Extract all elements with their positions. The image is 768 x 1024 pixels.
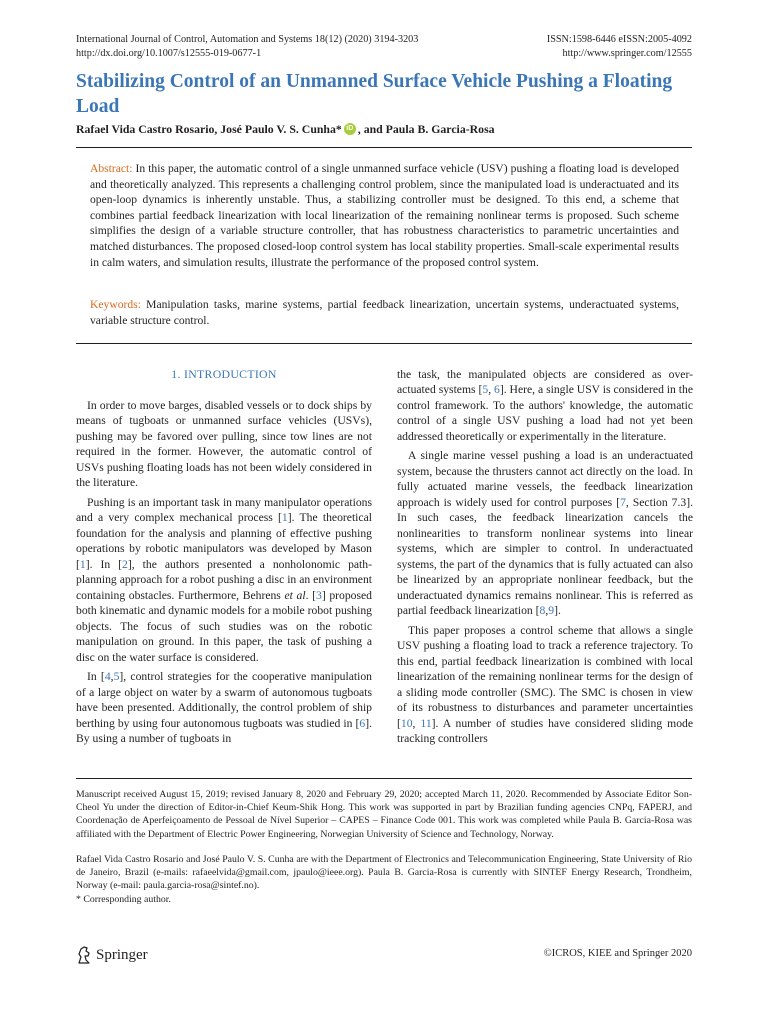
divider-footnotes [76, 778, 692, 779]
section-heading: 1. INTRODUCTION [171, 367, 277, 381]
text-run: ], control strategies for the cooperative manipulation of a large object on water by a swarm of autonomous tugboats have been presented. Additionally, the control problem of ship berthing by using four autonomous tugboats was studied in [ [76, 670, 372, 730]
text-run: ]. Here, a single USV is considered in the control framework. To the authors' knowledge, the automatic control of a single USV pushing a load had not yet been addressed theoretically or experimentally in the literature. [397, 383, 693, 443]
body-paragraph [397, 367, 693, 444]
affiliation-footnote [76, 853, 692, 906]
divider-abstract [76, 343, 692, 344]
text-run: , [110, 670, 114, 684]
citation-link[interactable]: 6 [494, 383, 500, 397]
issn-text: ISSN:1598-6446 eISSN:2005-4092 [546, 34, 692, 45]
text-run: ]. By using a number of tugboats in [76, 716, 372, 746]
right-column [397, 367, 693, 747]
text-run: . [ [305, 588, 316, 602]
journal-citation: International Journal of Control, Automation and Systems 18(12) (2020) 3194-3203 [76, 34, 419, 45]
text-run: In order to move barges, disabled vessels or to dock ships by means of tugboats or unmanned surface vehicles (USVs), pushing may be favored over pulling, since tow lines are not required in the former. However, the automatic control of USVs pushing floating loads has not been widely considered in the literature. [76, 399, 372, 490]
abstract-label: Abstract: [90, 162, 133, 175]
publisher-name: Springer [96, 946, 148, 963]
citation-link[interactable]: 5 [113, 670, 120, 684]
text-run: , [488, 383, 495, 397]
citation-link[interactable]: 6 [359, 716, 366, 730]
citation-link[interactable]: 4 [104, 670, 111, 684]
paper-title: Stabilizing Control of an Unmanned Surface Vehicle Pushing a Floating Load [76, 71, 673, 117]
text-run: , [412, 716, 421, 730]
text-run: , Section 7.3]. In such cases, the feedback linearization cancels the nonlinearities to transform nonlinear systems into linear systems, which are simpler to control. In underactuated systems, the part of the dynamics that is fully actuated can also be linearized by an appropriate nonlinear feedback, but the underactuated dynamics remains nonlinear. This is referred as partial feedback linearization [ [397, 495, 693, 618]
corresponding-author-note: * Corresponding author. [76, 893, 171, 905]
citation-link[interactable]: 7 [620, 495, 626, 509]
citation-link[interactable]: 9 [548, 604, 555, 618]
text-run: In [ [87, 670, 105, 684]
journal-url-link[interactable]: http://www.springer.com/12555 [562, 47, 692, 59]
text-run: ]. A number of studies have considered sliding mode tracking controllers [397, 716, 693, 746]
doi-link[interactable]: http://dx.doi.org/10.1007/s12555-019-0677-1 [76, 47, 262, 59]
citation-link[interactable]: 1 [281, 511, 288, 525]
springer-horse-icon [76, 946, 92, 964]
text-run: , [545, 604, 549, 618]
body-paragraph [76, 495, 372, 665]
text-run: A single marine vessel pushing a load is an underactuated system, because the thrusters cannot act directly on the load. In fully actuated marine vessels, the feedback linearization approach is widely used for control purposes [ [397, 449, 693, 509]
text-run: ], the authors presented a nonholonomic path-planning approach for a robot pushing a disc in an environment containing obstacles. Furthermore, Behrens [76, 557, 372, 602]
keywords-text: Manipulation tasks, marine systems, partial feedback linearization, uncertain systems, underactuated systems, variable structure control. [90, 298, 679, 327]
text-run: Pushing is an important task in many manipulator operations and a very complex mechanical process [ [76, 495, 372, 525]
orcid-icon[interactable]: iD [344, 123, 356, 135]
citation-link[interactable]: 5 [482, 383, 489, 397]
author-list [76, 122, 495, 137]
citation-link[interactable]: 11 [420, 716, 432, 730]
keywords-label: Keywords: [90, 298, 141, 311]
abstract-text: In this paper, the automatic control of a single unmanned surface vehicle (USV) pushing a floating load is developed and theoretically analyzed. This represents a challenging control problem, since the manipulated load is underactuated and its open-loop dynamics is inherently unstable. Thus, a stabilizing controller must be designed. To this end, a scheme that combines partial feedback linearization with local linearization of the remaining nonlinear terms is proposed. Such scheme simplifies the design of a variable structure controller, that has robustness characteristics to parametric uncertainties and matched disturbances. The proposed closed-loop control system has local stability properties. Small-scale experimental results in calm waters, and simulation results, illustrate the performance of the proposed control system. [90, 162, 679, 269]
divider-top [76, 147, 692, 148]
authors-part1: Rafael Vida Castro Rosario, José Paulo V. S. Cunha* [76, 122, 342, 136]
body-paragraph [397, 448, 693, 618]
body-paragraph [397, 623, 693, 747]
italic-text: et al [284, 588, 306, 602]
manuscript-footnote: Manuscript received August 15, 2019; revised January 8, 2020 and February 29, 2020; accepted March 11, 2020. Recommended by Associate Editor Son-Cheol Yu under the direction of Editor-in-Chief Keum-Shik Hong. This work was supported in part by Brazilian funding agencies CNPq, FAPERJ, and Coordenação de Aperfeiçoamento de Pessoal de Nível Superior – CAPES – Finance Code 001. This work was completed while Paula B. Garcia-Rosa was affiliated with the Department of Electric Power Engineering, Norwegian University of Science and Technology, Norway. [76, 789, 692, 840]
text-run: ]. [554, 604, 561, 618]
body-paragraph [76, 398, 372, 491]
citation-link[interactable]: 8 [539, 604, 546, 618]
abstract [90, 161, 679, 270]
issn-header [547, 33, 692, 60]
journal-header [76, 33, 418, 60]
left-column [76, 398, 372, 747]
springer-logo [76, 946, 148, 964]
citation-link[interactable]: 10 [400, 716, 413, 730]
keywords [90, 297, 679, 328]
affiliation-text: Rafael Vida Castro Rosario and José Paulo V. S. Cunha are with the Department of Electronics and Telecommunication Engineering, State University of Rio de Janeiro, Brazil (e-mails: rafaeelvida@gmail.com, jpaulo@ieee.org). Paula B. Garcia-Rosa is currently with SINTEF Energy Research, Trondheim, Norway (e-mail: paula.garcia-rosa@sintef.no). [76, 854, 692, 892]
citation-link[interactable]: 2 [122, 557, 128, 571]
body-paragraph [76, 669, 372, 746]
citation-link[interactable]: 1 [79, 557, 86, 571]
text-run: ] proposed both kinematic and dynamic models for a mobile robot pushing objects. The focus of such studies was on the robotic manipulation on ground. In this paper, the task of pushing a disc on the water surface is considered. [76, 588, 372, 664]
text-run: ]. The theoretical foundation for the analysis and planning of effective pushing operations by robotic manipulators was developed by Mason [ [76, 511, 372, 571]
citation-link[interactable]: 3 [315, 588, 322, 602]
copyright-notice: ©ICROS, KIEE and Springer 2020 [543, 948, 692, 959]
text-run: the task, the manipulated objects are considered as over-actuated systems [ [397, 368, 693, 397]
text-run: This paper proposes a control scheme that allows a single USV pushing a floating load to track a reference trajectory. To this end, partial feedback linearization is combined with local linearization of the remaining nonlinear terms for the design of a sliding mode controller (SMC). The SMC is chosen in view of its robustness to disturbances and parameter uncertainties [ [397, 623, 693, 730]
text-run: ]. In [ [85, 557, 123, 571]
authors-part2: , and Paula B. Garcia-Rosa [357, 122, 495, 136]
